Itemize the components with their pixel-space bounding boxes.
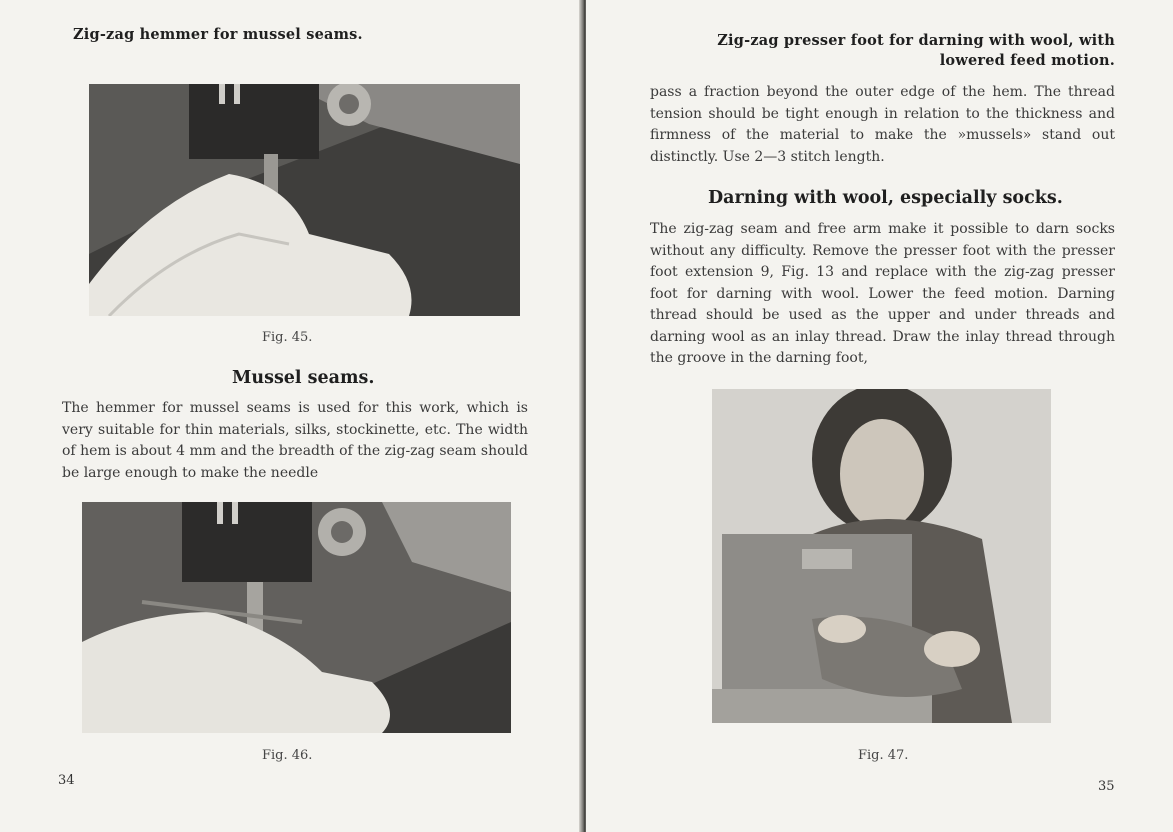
figure-46-caption: Fig. 46.	[262, 748, 313, 763]
right-page-heading: Zig-zag presser foot for darning with wool, with lowered feed motion.	[717, 32, 1115, 69]
right-paragraph-2: The zig-zag seam and free arm make it possible to darn socks without any difficulty. Remove the presser foot with the presser foot extension 9, Fig. 13 and replace with the zig-zag presser foot for darning with wool. Lower the feed motion. Darning thread should be used as the upper and under threads and darning wool as an inlay thread. Draw the inlay thread through the groove in the darning foot,	[650, 221, 1115, 366]
figure-47-caption: Fig. 47.	[858, 748, 909, 763]
left-section-title: Mussel seams.	[232, 368, 375, 388]
left-paragraph: The hemmer for mussel seams is used for this work, which is very suitable for thin materials, silks, stockinette, etc. The width of hem is about 4 mm and the breadth of the zig-zag seam should be large enough to make the needle	[62, 400, 528, 481]
right-page-number: 35	[1098, 779, 1115, 794]
left-page	[0, 0, 584, 832]
right-section-title: Darning with wool, especially socks.	[708, 188, 1063, 208]
figure-47-photo	[712, 389, 1051, 723]
right-page	[586, 0, 1173, 832]
figure-46-photo	[82, 502, 511, 733]
left-page-number: 34	[58, 773, 75, 788]
left-page-heading: Zig-zag hemmer for mussel seams.	[73, 26, 363, 43]
figure-45-photo	[89, 84, 520, 316]
right-paragraph-1: pass a fraction beyond the outer edge of the hem. The thread tension should be tight enough in relation to the thickness and firmness of the material to make the »mussels» stand out distinctly. Use 2—3 stitch length.	[650, 84, 1115, 165]
figure-45-caption: Fig. 45.	[262, 330, 313, 345]
